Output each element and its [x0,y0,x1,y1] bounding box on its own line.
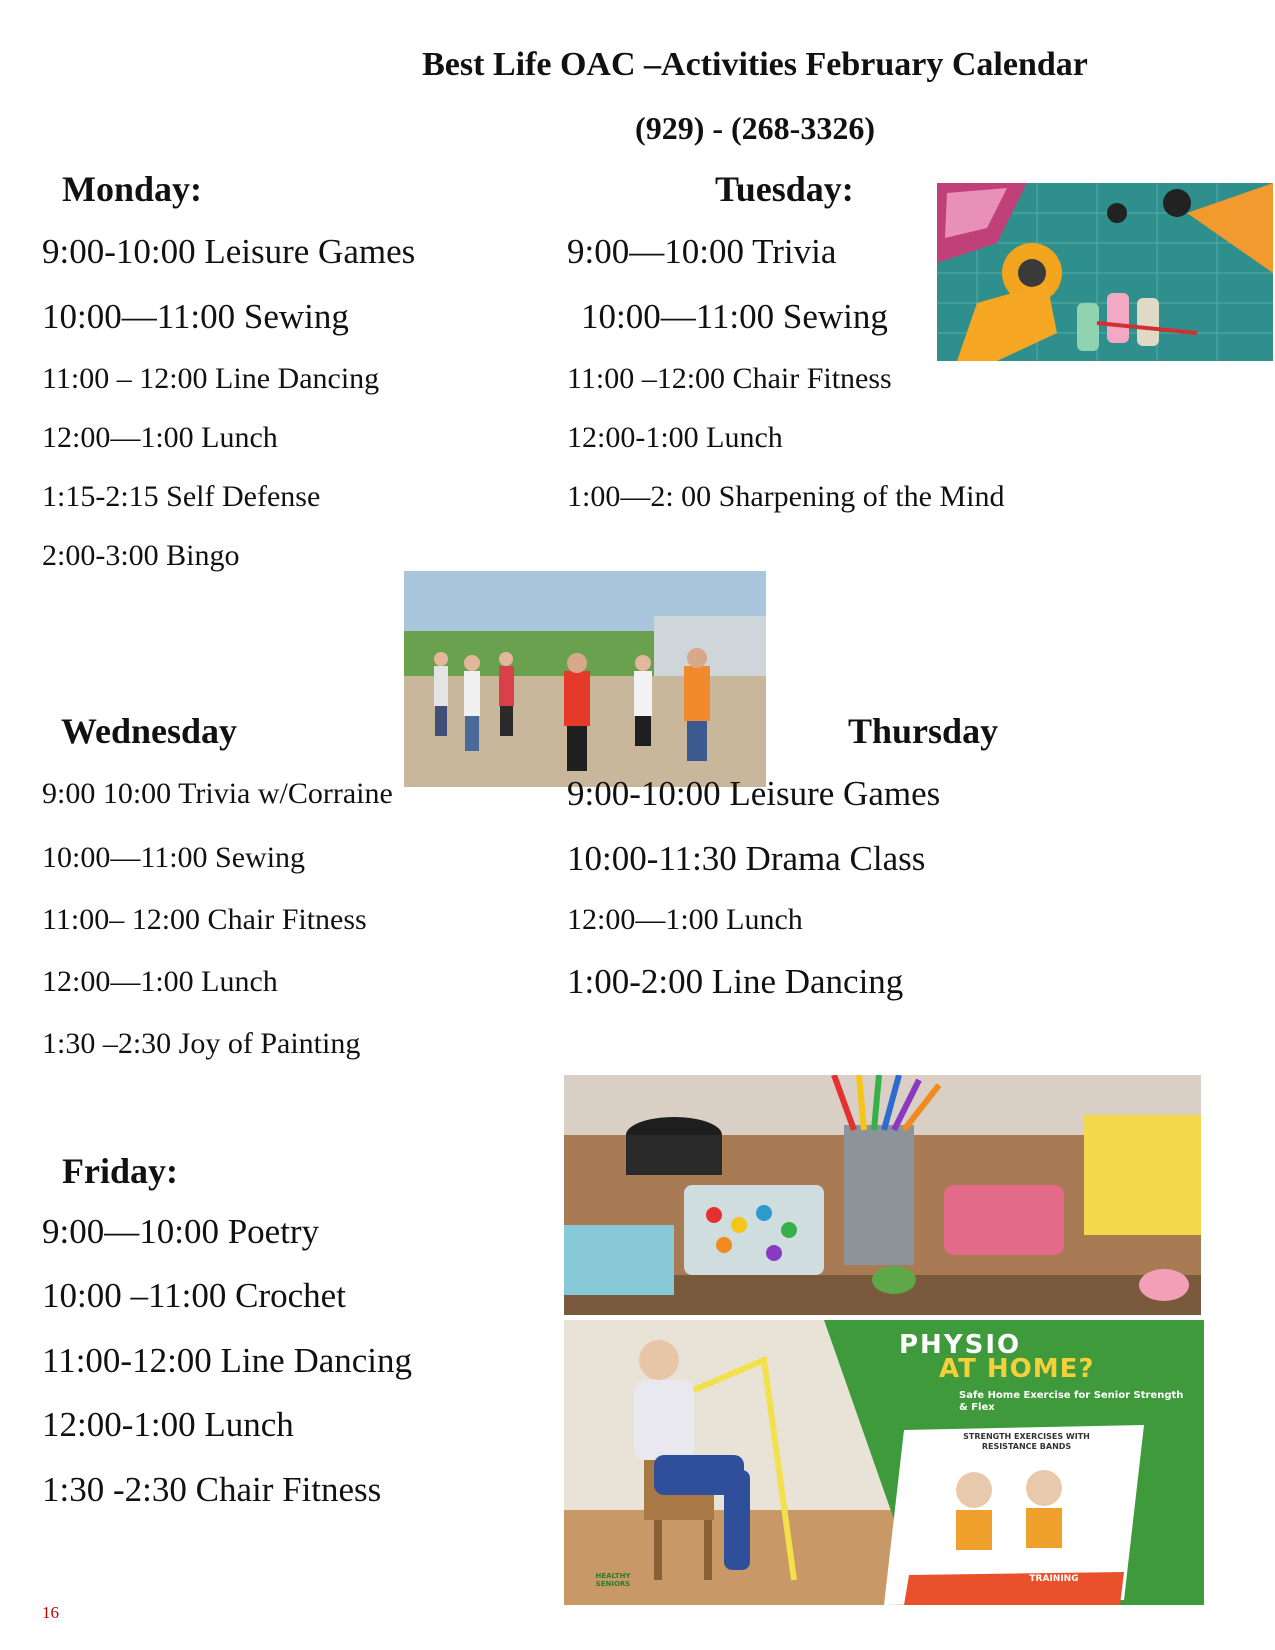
friday-item: 11:00-12:00 Line Dancing [42,1341,413,1380]
thursday-heading: Thursday [848,711,999,751]
tuesday-item: 11:00 –12:00 Chair Fitness [567,362,892,395]
poster-line2: AT HOME? [939,1354,1095,1384]
wednesday-item: 9:00 10:00 Trivia w/Corraine [42,777,393,810]
art-supplies-photo [564,1075,1201,1315]
wednesday-item: 1:30 –2:30 Joy of Painting [42,1027,361,1060]
monday-item: 1:15-2:15 Self Defense [42,480,321,513]
line-dancing-photo [404,571,766,787]
wednesday-heading: Wednesday [61,711,238,751]
friday-item: 1:30 -2:30 Chair Fitness [42,1470,382,1509]
tuesday-item: 12:00-1:00 Lunch [567,421,783,454]
friday-heading: Friday: [62,1151,178,1191]
friday-item: 9:00—10:00 Poetry [42,1212,320,1251]
wednesday-item: 10:00—11:00 Sewing [42,841,306,874]
poster-banner: CHAIR-BASED SENIOR TRAINING [998,1563,1110,1584]
tuesday-heading: Tuesday: [715,169,854,209]
wednesday-item: 11:00– 12:00 Chair Fitness [42,903,367,936]
monday-item: 2:00-3:00 Bingo [42,539,240,572]
thursday-item: 1:00-2:00 Line Dancing [567,962,904,1001]
wednesday-item: 12:00—1:00 Lunch [42,965,278,998]
thursday-item: 9:00-10:00 Leisure Games [567,774,941,813]
poster-line1: PHYSIO [899,1330,1022,1360]
monday-item: 12:00—1:00 Lunch [42,421,278,454]
monday-item: 9:00-10:00 Leisure Games [42,232,416,271]
physio-poster [564,1320,1204,1605]
poster-logo: HEALTHY SENIORS [595,1572,631,1588]
thursday-item: 10:00-11:30 Drama Class [567,839,926,878]
monday-heading: Monday: [62,169,203,209]
friday-item: 10:00 –11:00 Crochet [42,1276,346,1315]
phone-number: (929) - (268-3326) [635,110,875,146]
page-title: Best Life OAC –Activities February Calendar [422,46,1088,83]
thursday-item: 12:00—1:00 Lunch [567,903,803,936]
tuesday-item: 9:00—10:00 Trivia [567,232,837,271]
monday-item: 11:00 – 12:00 Line Dancing [42,362,380,395]
poster-subtitle: Safe Home Exercise for Senior Strength & Flex [959,1390,1184,1413]
monday-item: 10:00—11:00 Sewing [42,297,349,336]
page-number: 16 [42,1603,59,1622]
tuesday-item: 10:00—11:00 Sewing [581,297,888,336]
poster-book-title: STRENGTH EXERCISES WITH RESISTANCE BANDS [963,1432,1090,1451]
tuesday-item: 1:00—2: 00 Sharpening of the Mind [567,480,1005,513]
sewing-photo [937,183,1273,361]
friday-item: 12:00-1:00 Lunch [42,1405,294,1444]
